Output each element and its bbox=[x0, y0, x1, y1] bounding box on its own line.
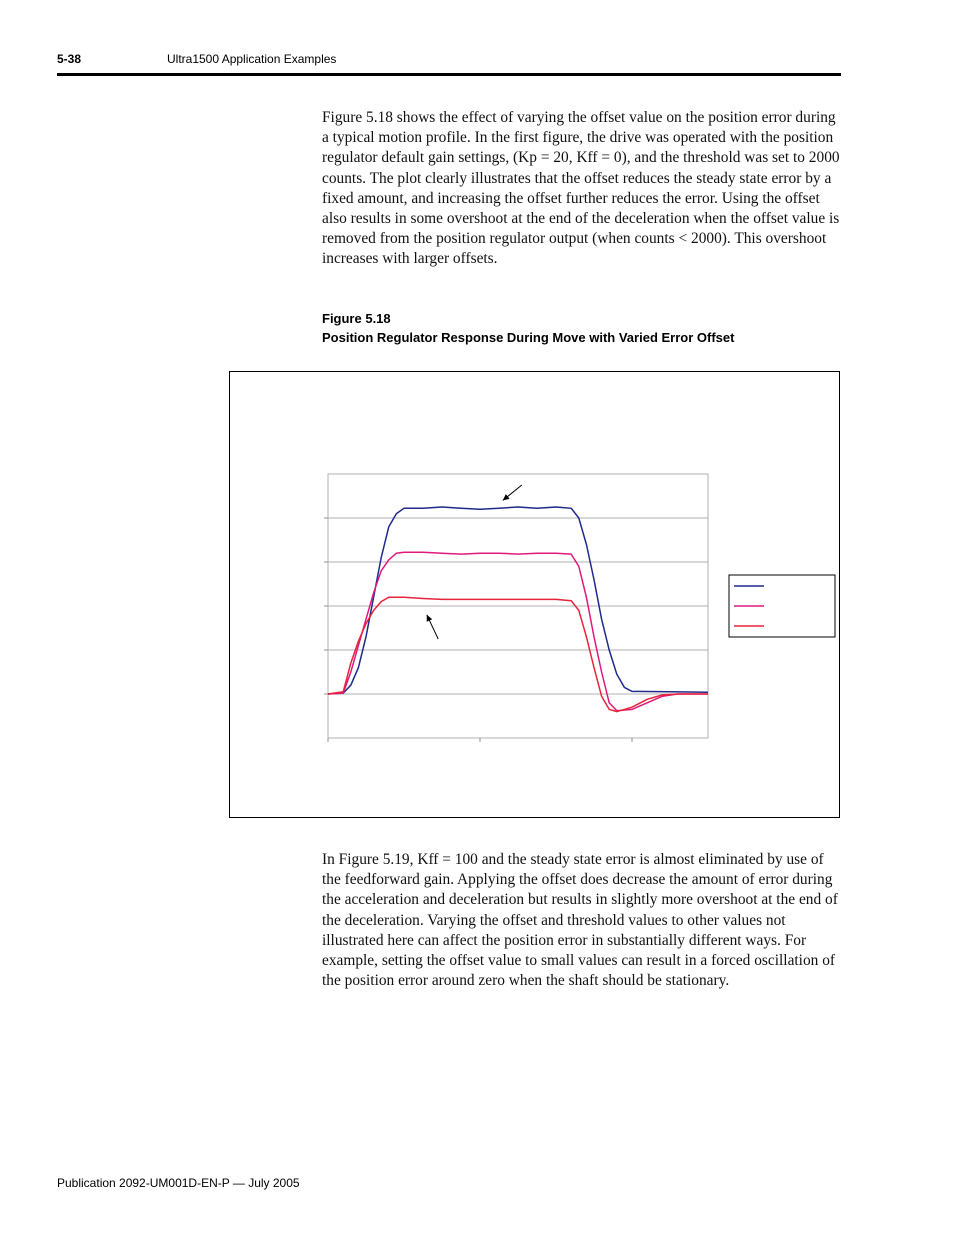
series-line-2 bbox=[328, 552, 708, 710]
footer-publication: Publication 2092-UM001D-EN-P — July 2005 bbox=[57, 1176, 300, 1190]
body-paragraph-2: In Figure 5.19, Kff = 100 and the steady state error is almost eliminated by use of the feedforward gain. Applying the offset does decrease the amount of error during the acceleration and deceleration but results in slightly more overshoot at the end of the deceleration. Varying the offset and threshold values to other values not illustrated here can affect the position error in substantially different ways. For example, setting the offset value to small values can result in a forced oscillation of the position error around zero when the shaft should be stationary. bbox=[322, 851, 838, 990]
figure-number: Figure 5.18 bbox=[322, 311, 391, 326]
page-number: 5-38 bbox=[57, 52, 82, 66]
running-header-title: Ultra1500 Application Examples bbox=[167, 52, 337, 66]
series-line-1 bbox=[328, 507, 708, 694]
annotation-arrow-head bbox=[503, 494, 510, 500]
body-paragraph-1: Figure 5.18 shows the effect of varying the offset value on the position error during a typical motion profile. In the first figure, the drive was operated with the position regulator default gain settings, (Kp = 20, Kff = 0), and the threshold was set to 2000 counts. The plot clearly illustrates that the offset reduces the steady state error by a fixed amount, and increasing the offset further reduces the error. Using the offset also results in some overshoot at the end of the deceleration when the offset value is removed from the position regulator output (when counts < 2000). This overshoot increases with larger offsets. bbox=[322, 109, 840, 268]
axis-ticks bbox=[324, 518, 632, 742]
chart-legend bbox=[729, 575, 835, 637]
figure-title: Position Regulator Response During Move with Varied Error Offset bbox=[322, 330, 735, 345]
series-lines bbox=[328, 507, 708, 712]
